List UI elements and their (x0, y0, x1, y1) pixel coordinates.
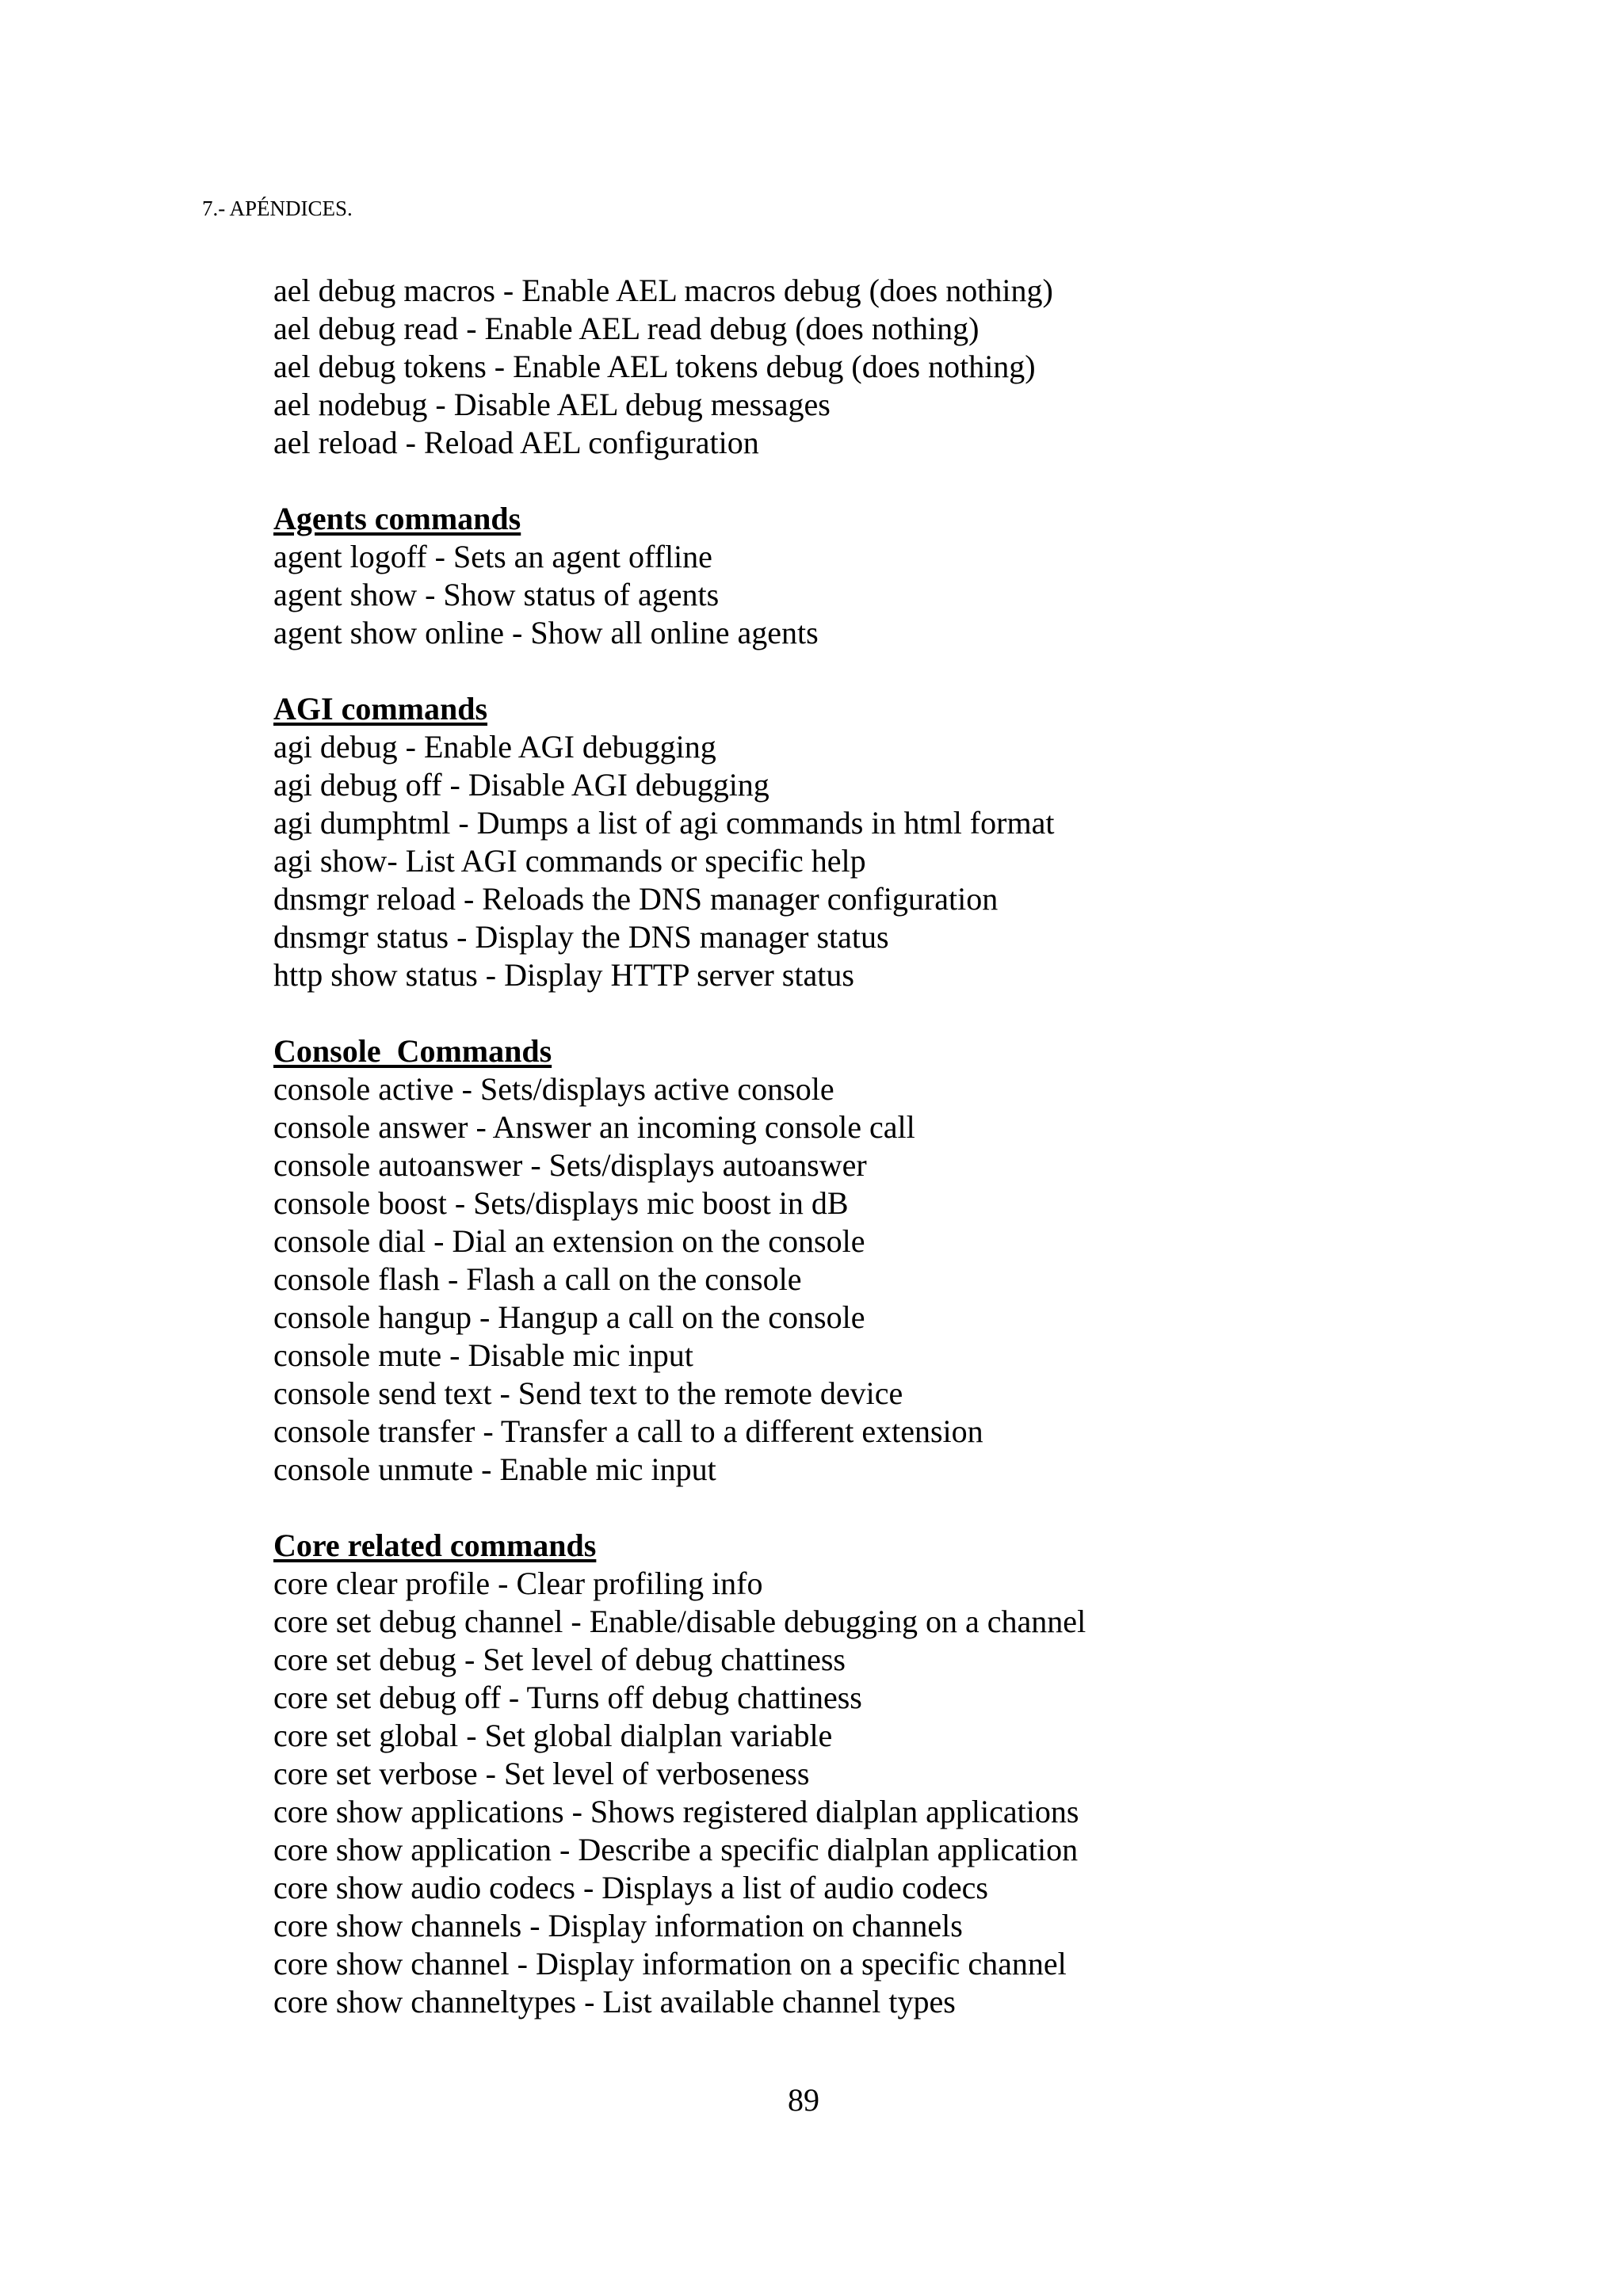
command-line: dnsmgr status - Display the DNS manager status (273, 919, 889, 955)
command-line: console answer - Answer an incoming console call (273, 1109, 915, 1145)
command-line: console active - Sets/displays active console (273, 1071, 834, 1107)
command-line: core set global - Set global dialplan variable (273, 1718, 833, 1753)
section-heading: Agents commands (273, 501, 521, 536)
command-line: console send text - Send text to the remote device (273, 1375, 903, 1411)
command-line: core clear profile - Clear profiling info (273, 1566, 763, 1601)
command-line: core show application - Describe a specific dialplan application (273, 1832, 1079, 1867)
section-heading: AGI commands (273, 691, 488, 727)
page-number: 89 (788, 2082, 819, 2118)
section-agi (273, 690, 1557, 994)
section-heading: Core related commands (273, 1527, 597, 1563)
intro-group (273, 272, 1557, 462)
command-line: ael debug read - Enable AEL read debug (does nothing) (273, 311, 980, 346)
command-line: agi show- List AGI commands or specific help (273, 843, 866, 879)
command-line: core show channels - Display information on channels (273, 1908, 963, 1943)
command-line: core show channeltypes - List available channel types (273, 1984, 956, 2019)
section-heading: Console Commands (273, 1033, 552, 1069)
command-line: core show channel - Display information on a specific channel (273, 1946, 1067, 1981)
command-line: agent show online - Show all online agents (273, 615, 819, 650)
command-line: console hangup - Hangup a call on the console (273, 1299, 865, 1335)
command-line: console transfer - Transfer a call to a different extension (273, 1413, 983, 1449)
command-line: console flash - Flash a call on the console (273, 1261, 802, 1297)
command-line: agent show - Show status of agents (273, 577, 720, 612)
section-console (273, 1032, 1557, 1489)
command-line: console mute - Disable mic input (273, 1337, 693, 1373)
command-line: console autoanswer - Sets/displays autoanswer (273, 1147, 867, 1183)
command-line: agent logoff - Sets an agent offline (273, 539, 712, 574)
command-line: core set debug channel - Enable/disable debugging on a channel (273, 1604, 1086, 1639)
command-line: core set verbose - Set level of verboseness (273, 1756, 810, 1791)
command-list (273, 272, 1557, 2021)
command-line: console unmute - Enable mic input (273, 1451, 716, 1487)
command-line: core show audio codecs - Displays a list of audio codecs (273, 1870, 988, 1905)
section-spacer (273, 462, 1557, 500)
section-agents (273, 500, 1557, 652)
command-line: core set debug - Set level of debug chattiness (273, 1642, 846, 1677)
command-line: ael debug tokens - Enable AEL tokens debug (does nothing) (273, 349, 1036, 384)
command-line: agi debug off - Disable AGI debugging (273, 767, 769, 803)
command-line: ael nodebug - Disable AEL debug messages (273, 387, 831, 422)
command-line: console dial - Dial an extension on the console (273, 1223, 865, 1259)
command-line: ael reload - Reload AEL configuration (273, 425, 759, 460)
running-header: 7.- APÉNDICES. (202, 196, 353, 220)
command-line: http show status - Display HTTP server status (273, 957, 854, 993)
command-line: dnsmgr reload - Reloads the DNS manager configuration (273, 881, 999, 917)
section-spacer (273, 652, 1557, 690)
section-spacer (273, 1489, 1557, 1527)
command-line: core set debug off - Turns off debug chattiness (273, 1680, 862, 1715)
command-line: console boost - Sets/displays mic boost in dB (273, 1185, 849, 1221)
section-spacer (273, 994, 1557, 1032)
command-line: agi dumphtml - Dumps a list of agi commands in html format (273, 805, 1055, 841)
command-line: ael debug macros - Enable AEL macros debug (does nothing) (273, 273, 1053, 308)
command-line: agi debug - Enable AGI debugging (273, 729, 716, 765)
command-line: core show applications - Shows registered dialplan applications (273, 1794, 1079, 1829)
section-core (273, 1527, 1557, 2021)
